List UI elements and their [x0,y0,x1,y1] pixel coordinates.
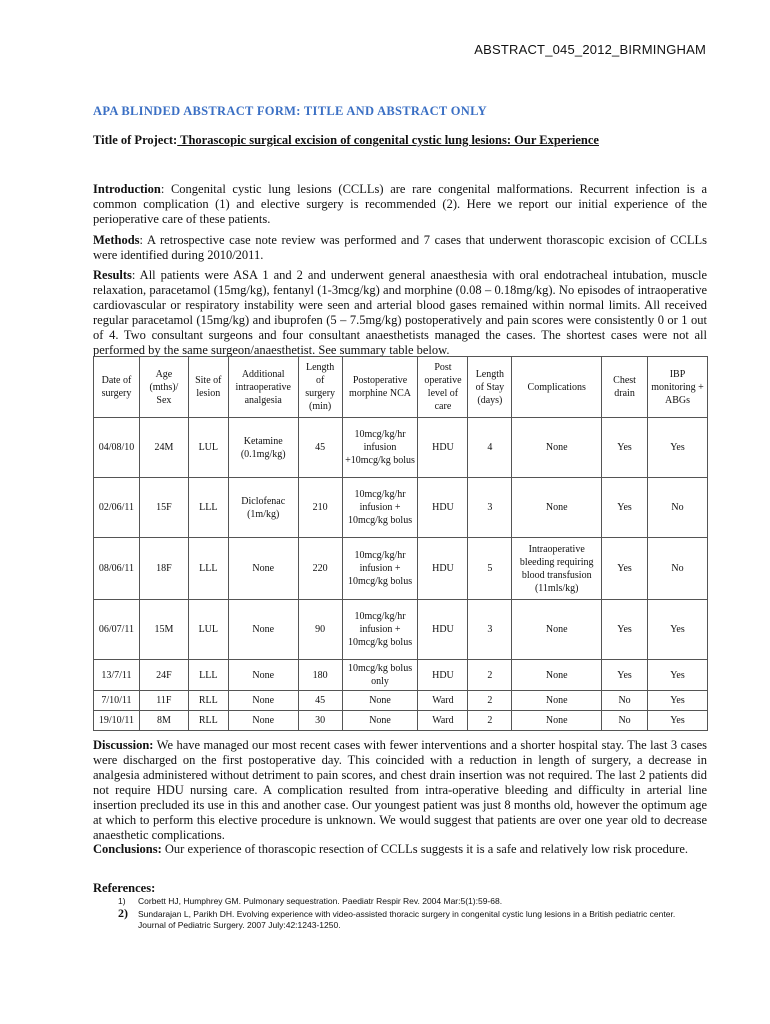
methods-text: : A retrospective case note review was performed and 7 cases that underwent thorascopic excision of CCLLs were identified during 2010/2011. [93,233,707,262]
table-cell: Diclofenac (1m/kg) [228,478,298,538]
introduction-paragraph [93,182,707,227]
project-title-label: Title of Project: [93,133,178,147]
table-cell: 24F [139,660,188,691]
column-header: Additional intraoperative analgesia [228,357,298,418]
table-cell: Ketamine (0.1mg/kg) [228,418,298,478]
table-cell: HDU [418,660,468,691]
table-cell: 210 [298,478,342,538]
table-cell: 10mcg/kg bolus only [342,660,418,691]
table-cell: 13/7/11 [94,660,140,691]
table-header-row [94,357,708,418]
table-cell: Yes [602,418,648,478]
table-row [94,478,708,538]
table-cell: Yes [647,691,707,711]
table-cell: Ward [418,691,468,711]
table-cell: 15M [139,600,188,660]
table-cell: 30 [298,711,342,731]
table-cell: 18F [139,538,188,600]
column-header: Length of surgery (min) [298,357,342,418]
table-cell: None [228,660,298,691]
table-cell: Yes [602,600,648,660]
table-cell: 180 [298,660,342,691]
table-cell: No [602,691,648,711]
table-cell: Intraoperative bleeding requiring blood transfusion (11mls/kg) [512,538,602,600]
table-row [94,660,708,691]
table-row [94,691,708,711]
table-cell: 11F [139,691,188,711]
column-header: Postoperative morphine NCA [342,357,418,418]
table-cell: 7/10/11 [94,691,140,711]
table-cell: 8M [139,711,188,731]
table-cell: 3 [468,600,512,660]
table-cell: 90 [298,600,342,660]
table-cell: 10mcg/kg/hr infusion + 10mcg/kg bolus [342,600,418,660]
table-cell: None [512,711,602,731]
table-cell: 02/06/11 [94,478,140,538]
project-title-line [93,133,599,148]
table-row [94,711,708,731]
table-cell: 5 [468,538,512,600]
table-cell: No [602,711,648,731]
project-title: Thorascopic surgical excision of congenital cystic lung lesions: Our Experience [177,133,599,147]
column-header: Complications [512,357,602,418]
document-id: ABSTRACT_045_2012_BIRMINGHAM [474,42,706,57]
table-cell: 04/08/10 [94,418,140,478]
table-cell: RLL [188,691,228,711]
column-header: Site of lesion [188,357,228,418]
column-header: Date of surgery [94,357,140,418]
table-cell: Ward [418,711,468,731]
table-cell: 24M [139,418,188,478]
table-cell: 10mcg/kg/hr infusion + 10mcg/kg bolus [342,478,418,538]
table-cell: 45 [298,691,342,711]
column-header: Age (mths)/ Sex [139,357,188,418]
table-cell: LLL [188,478,228,538]
table-cell: Yes [647,600,707,660]
table-cell: Yes [602,538,648,600]
table-cell: LLL [188,660,228,691]
table-cell: None [342,691,418,711]
table-cell: None [342,711,418,731]
column-header: Chest drain [602,357,648,418]
table-row [94,418,708,478]
table-cell: 4 [468,418,512,478]
results-text: : All patients were ASA 1 and 2 and underwent general anaesthesia with oral endotracheal intubation, muscle relaxation, paracetamol (15mg/kg), fentanyl (1-3mcg/kg) and morphine (0.08 – 0.18mg/kg). No episodes of intraoperative cardiovascular or respiratory instability were seen and arterial blood gases remained within normal limits. All received regular paracetamol (15mg/kg) and ibuprofen (5 – 7.5mg/kg) postoperatively and pain scores were consistently 0 or 1 out of 4. Two consultant surgeons and four consultant anaesthetists managed the cases. The shortest cases were not all performed by the same surgeon/anaesthetist. See summary table below. [93,268,707,357]
summary-table [93,356,708,731]
introduction-label: Introduction [93,182,161,196]
results-paragraph [93,268,707,358]
table-cell: 45 [298,418,342,478]
results-label: Results [93,268,132,282]
table-cell: 06/07/11 [94,600,140,660]
table-cell: None [228,538,298,600]
table-row [94,538,708,600]
table-cell: LLL [188,538,228,600]
table-cell: HDU [418,600,468,660]
methods-paragraph [93,233,707,263]
table-cell: RLL [188,711,228,731]
conclusions-paragraph [93,842,707,857]
table-cell: HDU [418,418,468,478]
introduction-text: : Congenital cystic lung lesions (CCLLs) are rare congenital malformations. Recurrent infection is a common complication (1) and elective surgery is recommended (2). Here we report our initial experience of the perioperative care of these patients. [93,182,707,226]
table-cell: None [228,691,298,711]
table-cell: No [647,538,707,600]
reference-number: 1) [118,896,126,906]
reference-text: Corbett HJ, Humphrey GM. Pulmonary sequestration. Paediatr Respir Rev. 2004 Mar:5(1):59-68. [138,896,503,906]
column-header: Length of Stay (days) [468,357,512,418]
table-cell: None [228,711,298,731]
table-row [94,600,708,660]
table-cell: Yes [647,418,707,478]
table-cell: LUL [188,418,228,478]
reference-text: Sundarajan L, Parikh DH. Evolving experience with video-assisted thoracic surgery in congenital cystic lung lesions in a British pediatric center. Journal of Pediatric Surgery. 2007 July:42:1243-1250. [138,909,676,930]
column-header: Post operative level of care [418,357,468,418]
table-cell: 15F [139,478,188,538]
table-cell: HDU [418,538,468,600]
discussion-label: Discussion: [93,738,154,752]
table-cell: 10mcg/kg/hr infusion + 10mcg/kg bolus [342,538,418,600]
table-cell: No [647,478,707,538]
table-cell: LUL [188,600,228,660]
table-cell: Yes [602,478,648,538]
table-cell: None [512,478,602,538]
table-cell: HDU [418,478,468,538]
table-cell: None [512,660,602,691]
table-cell: 2 [468,660,512,691]
discussion-text: We have managed our most recent cases with fewer interventions and a shorter hospital stay. The last 3 cases were discharged on the first postoperative day. This coincided with a reduction in length of surgery, a decrease in analgesia administered without detriment to pain scores, and chest drain insertion was not required. The last 2 patients did not require HDU nursing care. A complication resulted from intra-operative bleeding and difficulty in arterial line insertion precluded its use in this and another case. Our youngest patient was just 8 months old, however the optimum age at which to perform this elective procedure is unknown. We would suggest that patients are over one year old to decrease anaesthetic complications. [93,738,707,842]
methods-label: Methods [93,233,140,247]
table-cell: 19/10/11 [94,711,140,731]
table-cell: None [512,418,602,478]
table-cell: 10mcg/kg/hr infusion +10mcg/kg bolus [342,418,418,478]
table-cell: None [512,691,602,711]
column-header: IBP monitoring + ABGs [647,357,707,418]
discussion-paragraph [93,738,707,843]
table-cell: 08/06/11 [94,538,140,600]
table-cell: Yes [602,660,648,691]
table-cell: 2 [468,711,512,731]
table-cell: Yes [647,660,707,691]
conclusions-text: Our experience of thorascopic resection of CCLLs suggests it is a safe and relatively low risk procedure. [161,842,689,856]
table-cell: None [228,600,298,660]
reference-number: 2) [118,906,128,920]
table-cell: 2 [468,691,512,711]
conclusions-label: Conclusions: [93,842,162,856]
table-cell: 220 [298,538,342,600]
table-cell: None [512,600,602,660]
form-title: APA BLINDED ABSTRACT FORM: TITLE AND ABSTRACT ONLY [93,104,487,118]
table-cell: Yes [647,711,707,731]
references-heading: References: [93,881,156,895]
table-cell: 3 [468,478,512,538]
